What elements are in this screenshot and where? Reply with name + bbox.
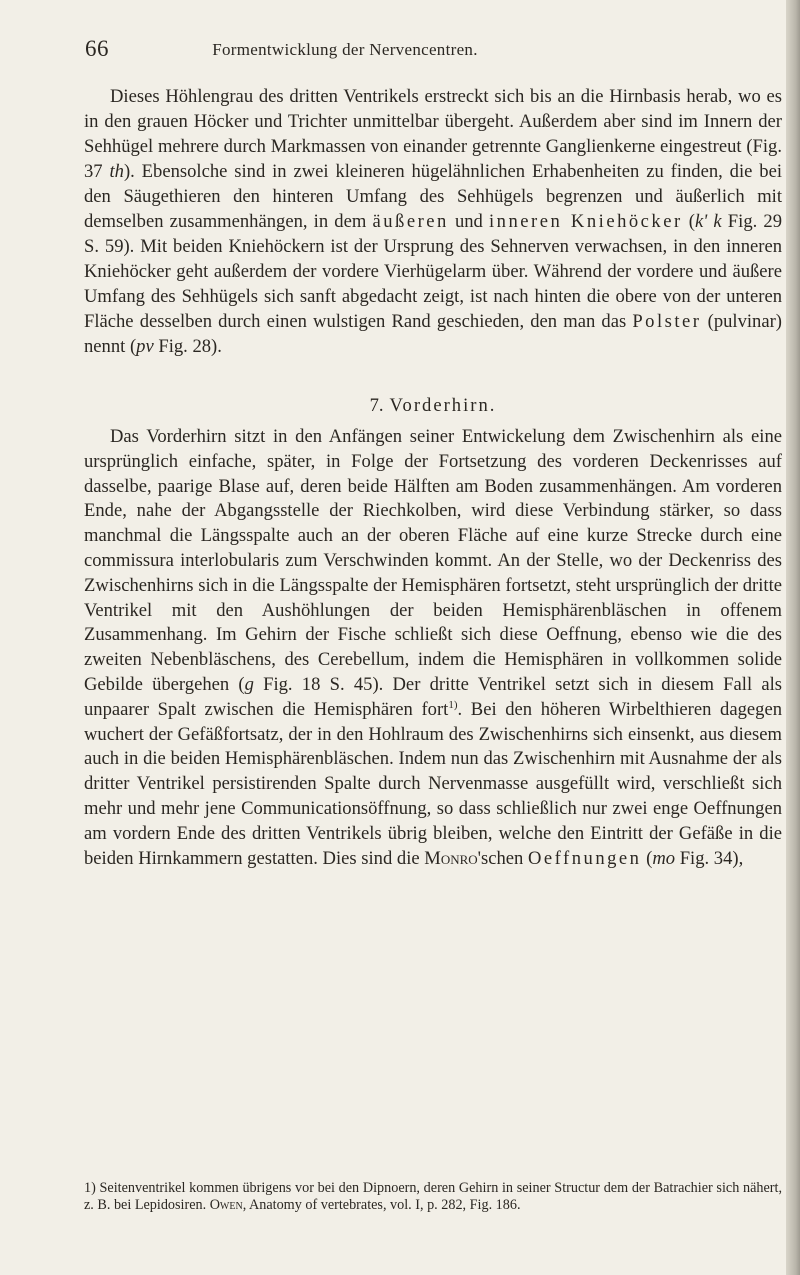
text-run: Fig. 28). [153,336,222,357]
text-run: ( [641,847,653,869]
section-title: Vorderhirn. [389,395,497,416]
section-heading [84,395,782,417]
paragraph-2 [84,425,782,871]
text-run: Fig. 29 S. 59). Mit beiden Kniehöckern ist der Ursprung des Sehnerven verwachsen, in den inneren Kniehöcker geht außerdem der vordere Vierhügelarm über. Während der vordere und äußere Umfang des Sehhügels sich sanft abgedacht zeigt, ist nach hinten die obere von der unteren Fläche desselben durch einen wulstigen Rand geschieden, den man das [84,211,783,332]
author-name-smallcaps: Owen [209,1197,243,1213]
figure-ref-italic: th [109,161,124,182]
text-run: ). Ebensolche sind in zwei kleineren hügelähnlichen Erhabenheiten zu finden, die bei den Säugethieren den hinteren Umfang des Sehhügels begrenzen und äußerlich mit demselben zusammenhängen, in dem [84,161,782,232]
figure-ref-italic: pv [136,336,154,357]
text-run: . Bei den höheren Wirbelthieren dagegen wuchert der Gefäßfortsatz, der in den Hohlraum des Zwischenhirns sich einsenkt, aus diesem auch in die beiden Hemisphärenbläschen. Indem nun das Zwischenhirn mit Ausnahme der als dritter Ventrikel persistirenden Spalte durch Nervenmasse ausgefüllt wird, verschließt sich mehr und mehr jene Communicationsöffnung, so dass schließlich nur zwei enge Oeffnungen am vordern Ende des dritten Ventrikels übrig bleiben, welche den Eintritt der Gefäße in die beiden Hirnkammern gestatten. Dies sind die [84,698,782,869]
text-run: (pulvinar) nennt ( [84,311,782,357]
paragraph-1 [84,84,782,359]
text-run: ( [682,211,696,232]
page-edge-shadow [786,0,800,1275]
emphasis-spaced: inneren Kniehöcker [489,211,683,232]
footnote [84,1180,782,1214]
figure-ref-italic: k' k [695,211,722,232]
text-run: Das Vorderhirn sitzt in den Anfängen seiner Entwickelung dem Zwischenhirn als eine ursprünglich einfache, später, in Folge der Fortsetzung des vorderen Deckenrisses auf dasselbe, paarige Blase auf, deren beide Hälften am Boden zusammenhängen. Am vorderen Ende, nahe der Abgangsstelle der Riechkolben, wird diese Verbindung stärker, so dass manchmal die Längsspalte auch an der oberen Fläche auf eine kurze Strecke durch eine commissura interlobularis zum Verschwinden kommt. An der Stelle, wo der Deckenriss des Zwischenhirns sich in die Längsspalte der Hemisphären fortsetzt, steht ursprünglich der dritte Ventrikel mit den Aushöhlungen der beiden Hemisphärenbläschen in offenem Zusammenhang. Im Gehirn der Fische schließt sich diese Oeffnung, ebenso wie die des zweiten Nebenbläschens, des Cerebellum, indem die Hemisphären in vollkommen solide Gebilde übergehen ( [84,426,782,695]
page-number: 66 [85,36,109,61]
figure-ref-italic: g [244,673,254,695]
emphasis-spaced: Oeffnungen [528,847,642,869]
text-run: und [448,211,490,232]
author-name-smallcaps: Monro [424,847,478,869]
text-run: Fig. 18 S. 45). Der dritte Ventrikel setzt sich in diesem Fall als unpaarer Spalt zwischen die Hemisphären fort [84,673,782,720]
text-run: Dieses Höhlengrau des dritten Ventrikels erstreckt sich bis an die Hirnbasis herab, wo es in den grauen Höcker und Trichter unmittelbar übergeht. Außerdem aber sind im Innern der Sehhügel mehrere durch Markmassen von einander getrennte Ganglienkerne eingestreut (Fig. 37 [84,86,782,182]
paragraph-1-text [84,84,782,359]
paragraph-2-text [84,425,782,871]
text-run: 'schen [477,847,528,869]
emphasis-spaced: Polster [632,311,702,332]
emphasis-spaced: äußeren [372,211,449,232]
footnote-text: , Anatomy of vertebrates, vol. I, p. 282, Fig. 186. [242,1197,521,1213]
text-run: Fig. 34), [675,847,744,869]
page-header [85,36,785,68]
footnote-text: 1) Seitenventrikel kommen übrigens vor bei den Dipnoern, deren Gehirn in seiner Structur dem der Batrachier sich nähert, z. B. bei Lepidosiren. [84,1180,782,1213]
running-title: Formentwicklung der Nervencentren. [212,40,478,59]
footnote-marker: 1) [448,698,458,711]
section-number: 7. [369,395,384,416]
figure-ref-italic: mo [652,847,676,869]
